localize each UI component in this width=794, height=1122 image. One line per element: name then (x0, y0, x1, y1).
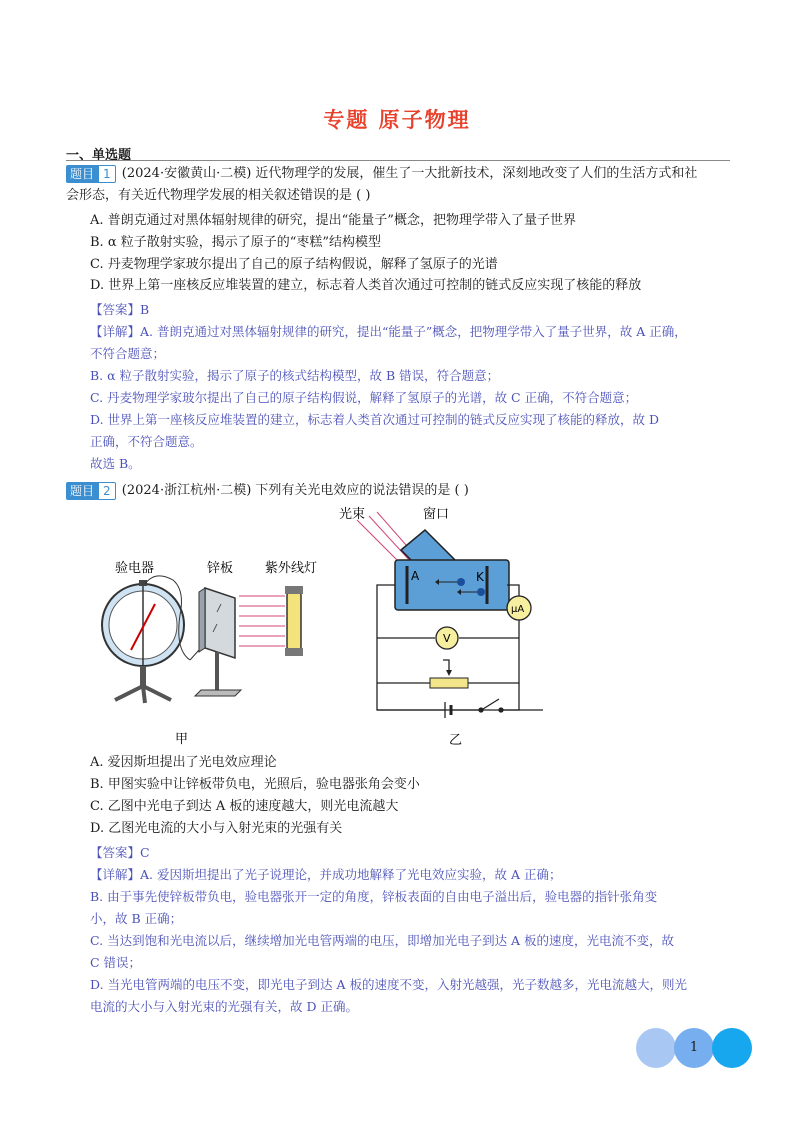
q2-explain-line: 电流的大小与入射光束的光强有关，故 D 正确。 (90, 999, 358, 1014)
q1-explain-line: D. 世界上第一座核反应堆装置的建立，标志着人类首次通过可控制的链式反应实现了核能的释放，故 D (90, 412, 660, 427)
q2-explain-line: C 错误； (90, 955, 142, 970)
voltmeter (436, 627, 458, 649)
label-electroscope: 验电器 (115, 561, 155, 576)
q2-explain-line: B. 由于事先使锌板带负电，验电器张开一定的角度，锌板表面的自由电子溢出后，验电器的指针张角变 (90, 889, 658, 904)
label-light-beam: 光束 (339, 507, 366, 522)
label-anode: A (411, 569, 420, 583)
q1-answer: 【答案】B (90, 302, 150, 317)
page-title: 专题 原子物理 (323, 107, 471, 132)
microammeter (507, 596, 531, 620)
q2-stem-line (66, 481, 469, 501)
rheostat (430, 670, 468, 688)
q2-explain-line: 【详解】A. 爱因斯坦提出了光子说理论，并成功地解释了光电效应实验，故 A 正确； (90, 867, 562, 882)
q1-explain-line: 故选 B。 (90, 456, 141, 471)
page-dot-right (712, 1028, 752, 1068)
q2-figure (95, 500, 735, 750)
q1-option-d: D. 世界上第一座核反应堆装置的建立，标志着人类首次通过可控制的链式反应实现了核能的释放 (90, 278, 642, 293)
q1-stem-line2: 会形态，有关近代物理学发展的相关叙述错误的是 ( ) (66, 188, 371, 203)
q2-badge: 题目 2 (66, 482, 116, 500)
q1-option-b: B. α 粒子散射实验，揭示了原子的“枣糕”结构模型 (90, 235, 382, 250)
electroscope-drawing (102, 576, 190, 703)
q2-stem-text: (2024·浙江杭州·二模) 下列有关光电效应的说法错误的是 ( ) (121, 483, 469, 498)
section-heading: 一、单选题 (66, 148, 132, 163)
label-window: 窗口 (423, 507, 450, 522)
q2-explain-line: 小，故 B 正确； (90, 911, 183, 926)
q1-explain-line: C. 丹麦物理学家玻尔提出了自己的原子结构假说，解释了氢原子的光谱，故 C 正确，不符合题意； (90, 390, 638, 405)
q2-option-b: B. 甲图实验中让锌板带负电，光照后，验电器张角会变小 (90, 777, 420, 792)
uv-lamp-drawing (285, 586, 303, 656)
page-number: 1 (689, 1040, 699, 1055)
label-cathode: K (476, 570, 484, 584)
q2-option-c: C. 乙图中光电子到达 A 板的速度越大，则光电流越大 (90, 799, 399, 814)
caption-jia: 甲 (175, 732, 189, 747)
caption-yi: 乙 (449, 733, 463, 748)
q1-stem-line1 (66, 164, 697, 184)
section-divider (66, 160, 730, 161)
q2-explain-line: D. 当光电管两端的电压不变，即光电子到达 A 板的速度不变，入射光越强，光子数越多，光电流越大，则光 (90, 977, 687, 992)
label-zinc-plate: 锌板 (207, 561, 234, 576)
q2-option-a: A. 爱因斯坦提出了光电效应理论 (90, 755, 277, 770)
q1-explain-line: 正确，不符合题意。 (90, 434, 203, 449)
q1-option-a: A. 普朗克通过对黑体辐射规律的研究，提出“能量子”概念，把物理学带入了量子世界 (90, 213, 576, 228)
q1-explain-line: B. α 粒子散射实验，揭示了原子的核式结构模型，故 B 错误，符合题意； (90, 368, 500, 383)
label-voltmeter: V (443, 632, 451, 645)
label-uv-lamp: 紫外线灯 (265, 561, 318, 576)
photocell-drawing (357, 512, 509, 610)
page-dot-left (636, 1028, 676, 1068)
zinc-plate-drawing (190, 588, 241, 696)
q2-option-d: D. 乙图光电流的大小与入射光束的光强有关 (90, 821, 343, 836)
uv-rays (239, 596, 285, 646)
page-number-badge (636, 1028, 752, 1068)
label-microammeter: μA (511, 604, 525, 615)
q1-stem-text: (2024·安徽黄山·二模) 近代物理学的发展，催生了一大批新技术，深刻地改变了人们的生活方式和社 (121, 166, 698, 181)
q2-answer: 【答案】C (90, 845, 150, 860)
q2-explain-line: C. 当达到饱和光电流以后，继续增加光电管两端的电压，即增加光电子到达 A 板的速度，光电流不变，故 (90, 933, 675, 948)
q1-badge: 题目 1 (66, 165, 116, 183)
q1-explain-line: 【详解】A. 普朗克通过对黑体辐射规律的研究，提出“能量子”概念，把物理学带入了量子世界，故 A 正确， (90, 324, 687, 339)
q1-explain-line: 不符合题意； (90, 346, 166, 361)
q1-option-c: C. 丹麦物理学家玻尔提出了自己的原子结构假说，解释了氢原子的光谱 (90, 257, 498, 272)
